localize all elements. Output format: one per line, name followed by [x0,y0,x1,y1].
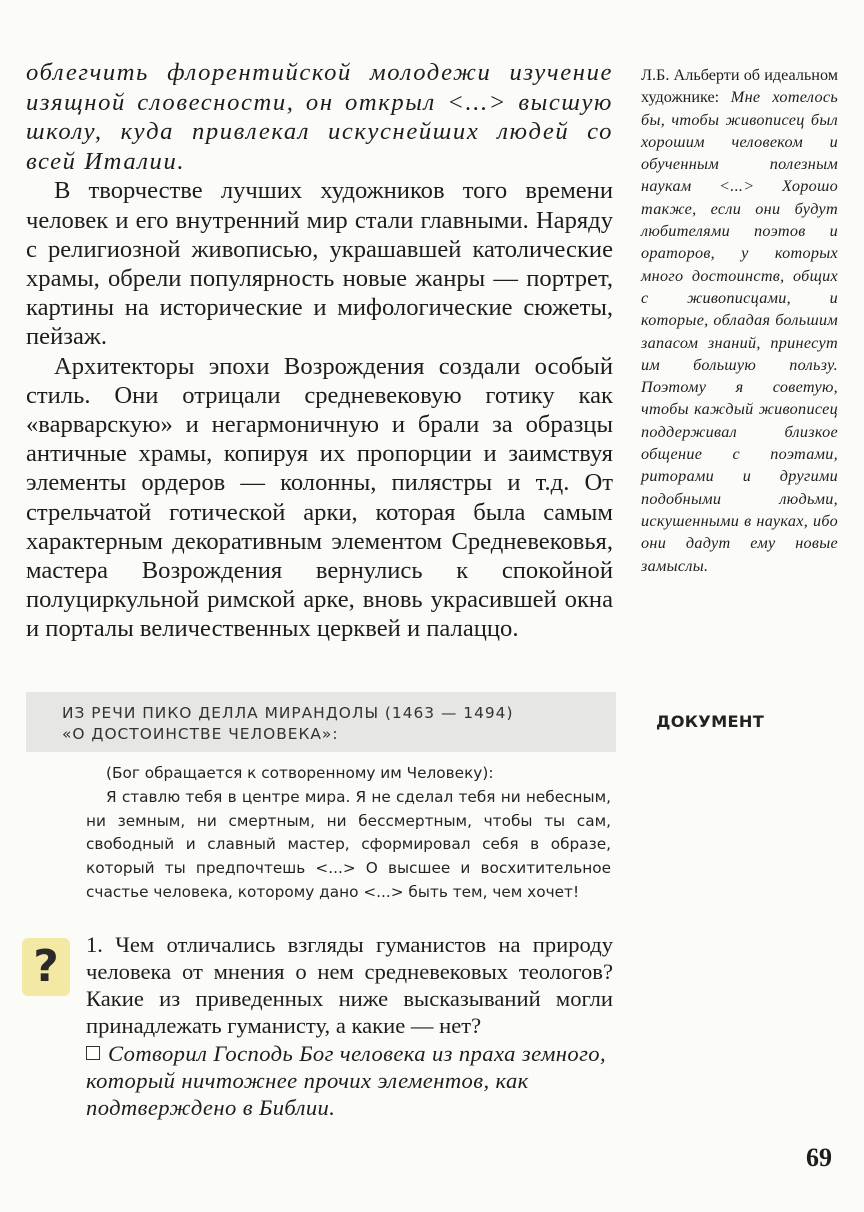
document-label: ДОКУМЕНТ [656,712,765,731]
paragraph-architects: Архитекторы эпохи Возрождения создали особый стиль. Они отрицали средневековую готику как «варварскую» и негармоничную и брали за образцы античные храмы, копируя их пропорции и заимствуя элементы ордеров — колонны, пилястры и т.д. От стрельчатой готической арки, которая была самым характерным декоративным элементом Средневековья, мастера Возрождения вернулись к спокойной полуциркульной римской арке, вновь украсившей окна и порталы величественных церквей и палаццо. [26,352,613,643]
page-number: 69 [806,1143,832,1172]
quote-continuation: облегчить флорентийской молодежи изучение изящной словесности, он открыл <...> высшую школу, куда привлекал искуснейших людей со всей Италии. [26,59,613,175]
answer-option-1-text: Сотворил Господь Бог человека из праха земного, который ничтожнее прочих элементов, как подтверждено в Библии. [86,1041,607,1120]
checkbox-icon[interactable] [86,1046,100,1060]
document-heading [62,703,582,745]
question-mark-icon: ? [22,938,70,996]
document-heading-line-2: «О ДОСТОИНСТВЕ ЧЕЛОВЕКА»: [62,725,339,743]
sidebar-quote-text: Мне хотелось бы, чтобы живописец был хорошим человеком и обученным полезным наукам <...> Хорошо также, если они будут любителями поэтов и ораторов, у которых много достоинств, общих с живописцами, и которые, обладая большим запасом знаний, принесут им большую пользу. Поэтому я советую, чтобы каждый живописец поддерживал близкое общение с поэтами, риторами и другими подобными людьми, искушенными в науках, ибо они дадут ему новые замыслы. [641,88,838,575]
question-block [86,931,613,1039]
sidebar-alberti-quote [641,64,838,577]
document-intro: (Бог обращается к сотворенному им Человеку): [106,764,494,782]
answer-option-1[interactable] [86,1040,613,1121]
document-body [86,762,611,905]
paragraph-artists: В творчестве лучших художников того времени человек и его внутренний мир стали главными. Наряду с религиозной живописью, украшавшей католические храмы, обрели популярность новые жанры — портрет, картины на исторические и мифологические сюжеты, пейзаж. [26,177,613,351]
sidebar-intro: Л.Б. Альберти об идеальном художнике: [641,66,838,107]
document-text: Я ставлю тебя в центре мира. Я не сделал тебя ни небесным, ни земным, ни смертным, ни бессмертным, чтобы ты сам, свободный и славный мастер, сформировал себя в образе, который ты предпочтешь <...> О высшее и восхитительное счастье человека, которому дано <...> быть тем, чем хочет! [86,787,611,901]
question-text: 1. Чем отличались взгляды гуманистов на природу человека от мнения о нем средневековых теологов? Какие из приведенных ниже высказываний могли принадлежать гуманисту, а какие — нет? [86,932,613,1038]
main-text-column [26,58,613,644]
document-heading-line-1: ИЗ РЕЧИ ПИКО ДЕЛЛА МИРАНДОЛЫ (1463 — 1494) [62,704,514,722]
